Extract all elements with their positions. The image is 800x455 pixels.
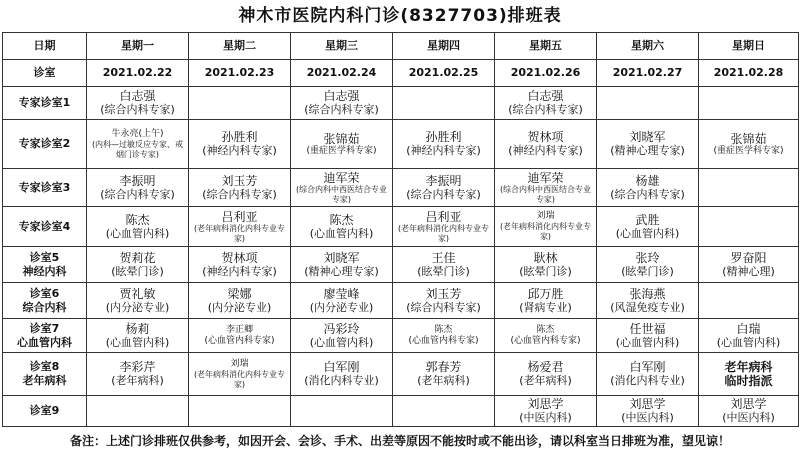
department-name: 神经内科 xyxy=(22,264,67,278)
schedule-cell xyxy=(495,283,597,319)
doctor-name: 李振明 xyxy=(425,173,462,188)
schedule-cell xyxy=(597,120,699,169)
schedule-cell xyxy=(597,207,699,247)
schedule-cell xyxy=(393,120,495,169)
doctor-specialty: (综合内科中西医结合专业专家) xyxy=(295,184,388,204)
schedule-row xyxy=(3,247,799,283)
date-header: 2021.02.25 xyxy=(393,60,495,87)
doctor-specialty: (综合内科专家) xyxy=(100,103,175,116)
schedule-cell xyxy=(597,247,699,283)
schedule-table xyxy=(2,32,799,427)
page-title: 神木市医院内科门诊(8327703)排班表 xyxy=(238,6,562,26)
date-header: 2021.02.27 xyxy=(597,60,699,87)
schedule-cell xyxy=(291,169,393,207)
schedule-cell xyxy=(495,319,597,353)
doctor-specialty: (老年病科消化内科专业专家) xyxy=(193,223,286,243)
doctor-name: 冯彩玲 xyxy=(323,321,360,336)
doctor-name: 李彩芹 xyxy=(119,360,156,374)
schedule-cell xyxy=(87,169,189,207)
date-label: 日期 xyxy=(3,33,87,60)
date-header: 2021.02.26 xyxy=(495,60,597,87)
schedule-cell xyxy=(189,169,291,207)
schedule-cell xyxy=(699,353,799,396)
doctor-name: 刘玉芳 xyxy=(425,286,462,301)
doctor-name: 吕利亚 xyxy=(221,209,258,224)
schedule-cell xyxy=(291,120,393,169)
doctor-name: 张玲 xyxy=(635,250,660,265)
doctor-name: 陈杰 xyxy=(434,324,453,335)
doctor-specialty: (心血管内科专家) xyxy=(408,335,479,346)
schedule-cell xyxy=(189,87,291,120)
doctor-name: 陈杰 xyxy=(329,212,354,227)
doctor-name: 贺林项 xyxy=(527,130,564,144)
schedule-cell xyxy=(189,247,291,283)
schedule-cell xyxy=(597,87,699,120)
schedule-cell xyxy=(699,396,799,427)
doctor-specialty: (心血管内科) xyxy=(105,335,170,349)
room-number: 诊室5 xyxy=(29,250,60,264)
schedule-cell xyxy=(495,169,597,207)
schedule-cell xyxy=(393,87,495,120)
doctor-name: 张锦茹 xyxy=(730,131,767,146)
doctor-name: 白志强 xyxy=(119,89,156,103)
doctor-name: 白志强 xyxy=(323,89,360,103)
doctor-name: 白军刚 xyxy=(323,360,360,374)
doctor-name: 刘晓军 xyxy=(629,130,666,144)
doctor-specialty: (风湿免疫专业) xyxy=(610,300,685,314)
schedule-cell xyxy=(189,207,291,247)
date-header: 2021.02.24 xyxy=(291,60,393,87)
doctor-name: 老年病科 xyxy=(724,360,773,374)
row-label: 专家诊室1 xyxy=(3,87,87,120)
schedule-cell xyxy=(87,353,189,396)
schedule-cell xyxy=(393,396,495,427)
doctor-specialty: (老年病科消化内科专业专家) xyxy=(193,369,286,389)
schedule-cell xyxy=(87,319,189,353)
doctor-name: 牛永亮(上午) xyxy=(111,128,164,139)
doctor-specialty: (心血管内科) xyxy=(309,335,374,349)
doctor-specialty: (心血管内科) xyxy=(105,226,170,240)
doctor-specialty: (眩晕门诊) xyxy=(111,264,164,278)
doctor-specialty: (重症医学科专家) xyxy=(306,145,377,156)
doctor-name: 刘思学 xyxy=(730,397,767,411)
doctor-specialty: (综合内科专家) xyxy=(406,187,481,201)
doctor-specialty: (中医内科) xyxy=(621,411,674,424)
doctor-name: 邱万胜 xyxy=(527,286,564,301)
room-number: 诊室7 xyxy=(29,321,60,335)
doctor-specialty: (心血管内科) xyxy=(309,226,374,240)
weekday-header: 星期六 xyxy=(597,33,699,60)
schedule-cell xyxy=(393,207,495,247)
weekday-header: 星期日 xyxy=(699,33,799,60)
weekday-header: 星期三 xyxy=(291,33,393,60)
doctor-specialty: (精神心理专家) xyxy=(610,144,685,157)
doctor-specialty: (眩晕门诊) xyxy=(621,264,674,278)
schedule-row xyxy=(3,319,799,353)
doctor-specialty: (神经内科专家) xyxy=(202,264,277,278)
doctor-name: 刘思学 xyxy=(527,397,564,411)
doctor-specialty: (综合内科专家) xyxy=(508,103,583,116)
room-number: 诊室8 xyxy=(29,360,60,373)
doctor-name: 孙胜利 xyxy=(425,130,462,144)
doctor-specialty: (心血管内科) xyxy=(615,226,680,240)
schedule-cell xyxy=(699,120,799,169)
doctor-name: 贾礼敏 xyxy=(119,286,156,301)
doctor-specialty: (肾病专业) xyxy=(519,300,572,314)
weekday-header: 星期四 xyxy=(393,33,495,60)
schedule-cell xyxy=(597,169,699,207)
schedule-row xyxy=(3,353,799,396)
doctor-name: 郭春芳 xyxy=(425,360,462,374)
doctor-specialty: (眩晕门诊) xyxy=(519,264,572,278)
doctor-specialty: (综合内科专家) xyxy=(610,187,685,201)
doctor-name: 罗奋阳 xyxy=(730,250,767,265)
weekday-header: 星期二 xyxy=(189,33,291,60)
doctor-specialty: (重症医学科专家) xyxy=(713,145,784,156)
doctor-specialty: (内分泌专业) xyxy=(105,300,170,314)
schedule-row xyxy=(3,120,799,169)
doctor-name: 李振明 xyxy=(119,173,156,188)
doctor-name: 刘瑞 xyxy=(536,211,555,221)
weekday-header: 星期五 xyxy=(495,33,597,60)
doctor-specialty: (心血管内科) xyxy=(716,335,781,349)
doctor-specialty: (神经内科专家) xyxy=(508,144,583,157)
row-label: 专家诊室2 xyxy=(3,120,87,169)
schedule-cell xyxy=(699,207,799,247)
date-header-row xyxy=(3,60,799,87)
doctor-specialty: (精神心理专家) xyxy=(304,264,379,278)
doctor-specialty: (消化内科专业) xyxy=(610,374,685,387)
schedule-cell xyxy=(393,169,495,207)
doctor-name: 白军刚 xyxy=(629,360,666,374)
schedule-cell xyxy=(699,283,799,319)
schedule-cell xyxy=(87,283,189,319)
doctor-name: 孙胜利 xyxy=(221,130,258,144)
doctor-name: 迪军荣 xyxy=(527,170,564,185)
department-name: 老年病科 xyxy=(22,374,67,387)
schedule-cell xyxy=(597,396,699,427)
doctor-specialty: (内分泌专业) xyxy=(207,300,272,314)
schedule-cell xyxy=(291,247,393,283)
doctor-specialty: (老年病科消化内科专业专家) xyxy=(397,223,490,243)
doctor-specialty: (中医内科) xyxy=(519,411,572,424)
doctor-name: 耿林 xyxy=(533,250,558,265)
schedule-cell xyxy=(87,207,189,247)
date-header: 2021.02.23 xyxy=(189,60,291,87)
room-label: 诊室 xyxy=(3,60,87,87)
doctor-name: 梁娜 xyxy=(227,286,252,301)
schedule-cell xyxy=(87,247,189,283)
doctor-name: 刘思学 xyxy=(629,397,666,411)
doctor-name: 白志强 xyxy=(527,89,564,103)
schedule-row xyxy=(3,87,799,120)
schedule-cell xyxy=(291,207,393,247)
doctor-specialty: (消化内科专业) xyxy=(304,374,379,387)
schedule-row xyxy=(3,283,799,319)
date-header: 2021.02.28 xyxy=(699,60,799,87)
schedule-cell xyxy=(291,283,393,319)
row-label xyxy=(3,353,87,396)
doctor-specialty: (老年病科) xyxy=(111,374,164,387)
schedule-row xyxy=(3,396,799,427)
schedule-cell xyxy=(699,319,799,353)
doctor-specialty: (神经内科专家) xyxy=(406,144,481,157)
doctor-name: 吕利亚 xyxy=(425,209,462,224)
row-label: 专家诊室4 xyxy=(3,207,87,247)
schedule-cell xyxy=(597,353,699,396)
department-name: 心血管内科 xyxy=(17,335,72,349)
doctor-specialty: (综合内科中西医结合专业专家) xyxy=(499,184,592,204)
doctor-specialty: (综合内科专家) xyxy=(100,187,175,201)
row-label xyxy=(3,283,87,319)
schedule-row xyxy=(3,207,799,247)
schedule-cell xyxy=(291,319,393,353)
schedule-cell xyxy=(597,283,699,319)
schedule-cell xyxy=(393,247,495,283)
doctor-name: 刘玉芳 xyxy=(221,173,258,188)
doctor-specialty: (老年病科) xyxy=(417,374,470,387)
doctor-specialty: (老年病科) xyxy=(519,374,572,387)
schedule-cell xyxy=(393,283,495,319)
doctor-name: 贺莉花 xyxy=(119,250,156,265)
schedule-cell xyxy=(189,353,291,396)
department-name: 综合内科 xyxy=(22,300,67,314)
doctor-specialty: (综合内科专家) xyxy=(406,300,481,314)
schedule-cell xyxy=(699,247,799,283)
schedule-cell xyxy=(393,319,495,353)
schedule-cell xyxy=(495,353,597,396)
schedule-cell xyxy=(393,353,495,396)
row-label: 专家诊室3 xyxy=(3,169,87,207)
doctor-specialty: (心血管内科专家) xyxy=(510,335,581,346)
schedule-cell xyxy=(699,87,799,120)
schedule-cell xyxy=(291,396,393,427)
doctor-name: 武胜 xyxy=(635,212,660,227)
schedule-cell xyxy=(189,120,291,169)
doctor-specialty: (神经内科专家) xyxy=(202,144,277,157)
schedule-cell xyxy=(495,207,597,247)
footnote: 备注：上述门诊排班仅供参考，如因开会、会诊、手术、出差等原因不能按时或不能出诊，请以科室当日排班为准，望见谅！ xyxy=(69,434,730,448)
doctor-name: 任世福 xyxy=(629,321,666,336)
schedule-cell xyxy=(597,319,699,353)
schedule-cell xyxy=(189,396,291,427)
doctor-name: 张海燕 xyxy=(629,286,666,301)
schedule-row xyxy=(3,169,799,207)
doctor-specialty: (精神心理) xyxy=(722,264,775,278)
doctor-specialty: (综合内科专家) xyxy=(202,187,277,201)
doctor-name: 陈杰 xyxy=(536,324,555,335)
doctor-name: 陈杰 xyxy=(125,212,150,227)
doctor-specialty: (心血管内科) xyxy=(615,335,680,349)
schedule-cell xyxy=(495,396,597,427)
schedule-cell xyxy=(495,247,597,283)
schedule-cell xyxy=(87,87,189,120)
room-number: 诊室6 xyxy=(29,286,60,300)
schedule-cell xyxy=(189,283,291,319)
doctor-specialty: (内分泌专业) xyxy=(309,300,374,314)
schedule-cell xyxy=(495,87,597,120)
weekday-header: 星期一 xyxy=(87,33,189,60)
doctor-name: 白瑞 xyxy=(736,321,761,336)
schedule-cell xyxy=(189,319,291,353)
schedule-cell xyxy=(291,353,393,396)
doctor-specialty: (内科—过敏反应专家、戒烟门诊专家) xyxy=(91,139,184,159)
doctor-name: 杨雄 xyxy=(635,173,660,188)
row-label: 诊室9 xyxy=(3,396,87,427)
schedule-cell xyxy=(87,120,189,169)
doctor-name: 迪军荣 xyxy=(323,170,360,185)
date-header: 2021.02.22 xyxy=(87,60,189,87)
doctor-name: 杨莉 xyxy=(125,321,150,336)
schedule-cell xyxy=(87,396,189,427)
doctor-name: 贺林项 xyxy=(221,250,258,265)
doctor-specialty: (中医内科) xyxy=(722,411,775,424)
doctor-name: 刘晓军 xyxy=(323,250,360,265)
doctor-name: 张锦茹 xyxy=(323,131,360,146)
doctor-name: 廖莹峰 xyxy=(323,286,360,301)
schedule-cell xyxy=(495,120,597,169)
doctor-name: 刘瑞 xyxy=(230,358,249,369)
row-label xyxy=(3,247,87,283)
schedule-cell xyxy=(291,87,393,120)
row-label xyxy=(3,319,87,353)
doctor-specialty: (综合内科专家) xyxy=(304,103,379,116)
weekday-header-row xyxy=(3,33,799,60)
doctor-name: 王佳 xyxy=(431,250,456,265)
doctor-name: 杨爱君 xyxy=(527,360,564,374)
schedule-cell xyxy=(699,169,799,207)
doctor-specialty: (眩晕门诊) xyxy=(417,264,470,278)
doctor-specialty: 临时指派 xyxy=(724,374,773,388)
doctor-name: 李正卿 xyxy=(225,324,253,335)
doctor-specialty: (老年病科消化内科专业专家) xyxy=(499,222,592,241)
doctor-specialty: (心血管内科专家) xyxy=(204,335,275,346)
